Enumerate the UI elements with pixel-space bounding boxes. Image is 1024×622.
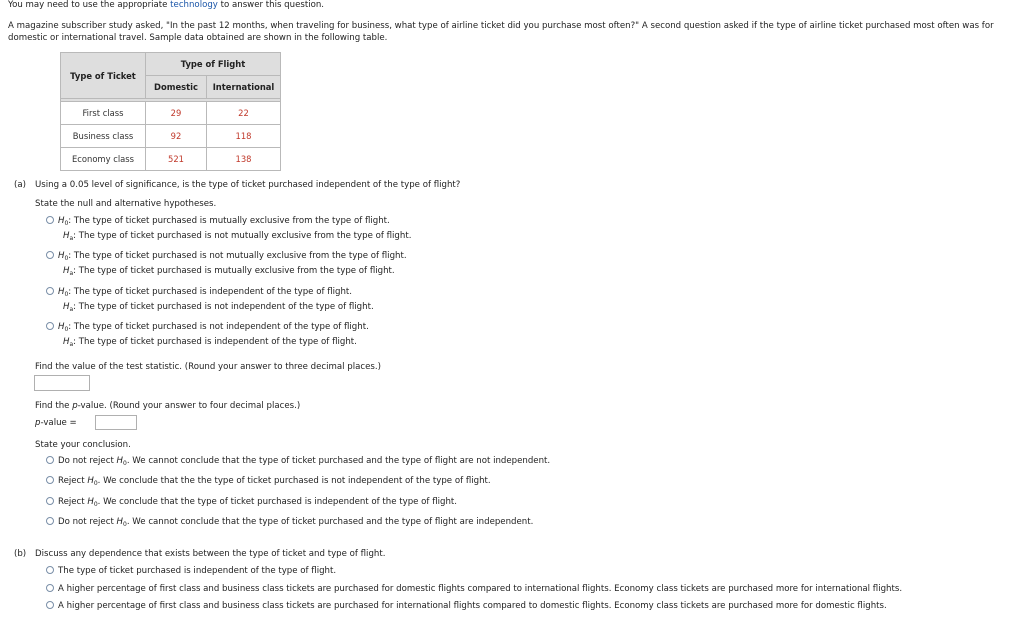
cell-international: 138 — [207, 148, 281, 171]
cell-international: 118 — [207, 125, 281, 148]
radio-button[interactable] — [46, 601, 54, 609]
part-b-question: Discuss any dependence that exists between the type of ticket and type of flight. — [35, 549, 386, 559]
ticket-flight-table — [60, 52, 281, 171]
conclusion-prompt: State your conclusion. — [35, 440, 131, 450]
group-header: Type of Flight — [146, 53, 281, 76]
dependence-option-1[interactable]: The type of ticket purchased is independent of the type of flight. — [46, 566, 336, 576]
col-header-domestic: Domestic — [146, 76, 207, 99]
intro-line — [8, 0, 324, 10]
radio-button[interactable] — [46, 566, 54, 574]
part-a-question: Using a 0.05 level of significance, is the type of ticket purchased independent of the type of flight? — [35, 180, 461, 190]
intro-prefix: You may need to use the appropriate — [8, 0, 171, 10]
p-value-label: p-value = — [35, 418, 77, 428]
dependence-option-2[interactable]: A higher percentage of first class and business class tickets are purchased for domestic flights compared to international flights. Economy class tickets are purchased more for international flights. — [46, 584, 902, 594]
part-a-label: (a) — [14, 180, 26, 190]
radio-button[interactable] — [46, 517, 54, 525]
conclusion-option-3[interactable]: Reject $H_0$. We conclude that the type of ticket purchased is independent of the type of flight. — [46, 497, 457, 508]
p-value-input[interactable] — [95, 415, 137, 430]
hypothesis-option-2[interactable]: $H_0$: The type of ticket purchased is not mutually exclusive from the type of flight. — [46, 251, 407, 262]
radio-button[interactable] — [46, 456, 54, 464]
table-row — [61, 148, 281, 171]
hypothesis-option-3[interactable]: $H_0$: The type of ticket purchased is independent of the type of flight. — [46, 287, 352, 298]
cell-domestic: 29 — [146, 102, 207, 125]
radio-button[interactable] — [46, 476, 54, 484]
dependence-option-3[interactable]: A higher percentage of first class and business class tickets are purchased for international flights compared to domestic flights. Economy class tickets are purchased more for domestic flights. — [46, 601, 887, 611]
row-header: Type of Ticket — [61, 53, 146, 99]
test-statistic-prompt: Find the value of the test statistic. (Round your answer to three decimal places.) — [35, 362, 381, 372]
cell-domestic: 92 — [146, 125, 207, 148]
hypothesis-option-2-ha: $H_a$: The type of ticket purchased is mutually exclusive from the type of flight. — [63, 266, 395, 277]
row-label: Economy class — [61, 148, 146, 171]
problem-line-1: A magazine subscriber study asked, "In the past 12 months, when traveling for business, what type of airline ticket did you purchase most often?" A second question asked if the type of airline ticket purchased most often was for — [8, 21, 994, 31]
technology-link[interactable]: technology — [170, 0, 218, 10]
col-header-international: International — [207, 76, 281, 99]
hypothesis-option-4-ha: $H_a$: The type of ticket purchased is independent of the type of flight. — [63, 337, 357, 348]
hypothesis-option-3-ha: $H_a$: The type of ticket purchased is not independent of the type of flight. — [63, 302, 374, 313]
hypothesis-option-1[interactable]: $H_0$: The type of ticket purchased is mutually exclusive from the type of flight. — [46, 216, 390, 227]
radio-button[interactable] — [46, 497, 54, 505]
part-b-label: (b) — [14, 549, 27, 559]
hypotheses-prompt: State the null and alternative hypotheses. — [35, 199, 217, 209]
hypothesis-option-1-ha: $H_a$: The type of ticket purchased is not mutually exclusive from the type of flight. — [63, 231, 412, 242]
p-value-prompt: Find the p-value. (Round your answer to four decimal places.) — [35, 401, 301, 411]
cell-international: 22 — [207, 102, 281, 125]
conclusion-option-1[interactable]: Do not reject $H_0$. We cannot conclude that the type of ticket purchased and the type of flight are not independent. — [46, 456, 550, 467]
conclusion-option-2[interactable]: Reject $H_0$. We conclude that the the type of ticket purchased is not independent of the type of flight. — [46, 476, 491, 487]
test-statistic-input[interactable] — [34, 375, 90, 391]
row-label: First class — [61, 102, 146, 125]
conclusion-option-4[interactable]: Do not reject $H_0$. We cannot conclude that the type of ticket purchased and the type of flight are independent. — [46, 517, 533, 528]
intro-suffix: to answer this question. — [217, 0, 325, 10]
radio-button[interactable] — [46, 216, 54, 224]
table-row — [61, 102, 281, 125]
hypothesis-option-4[interactable]: $H_0$: The type of ticket purchased is not independent of the type of flight. — [46, 322, 369, 333]
table-row — [61, 125, 281, 148]
radio-button[interactable] — [46, 322, 54, 330]
cell-domestic: 521 — [146, 148, 207, 171]
radio-button[interactable] — [46, 251, 54, 259]
radio-button[interactable] — [46, 287, 54, 295]
row-label: Business class — [61, 125, 146, 148]
problem-line-2: domestic or international travel. Sample data obtained are shown in the following table. — [8, 33, 388, 43]
radio-button[interactable] — [46, 584, 54, 592]
